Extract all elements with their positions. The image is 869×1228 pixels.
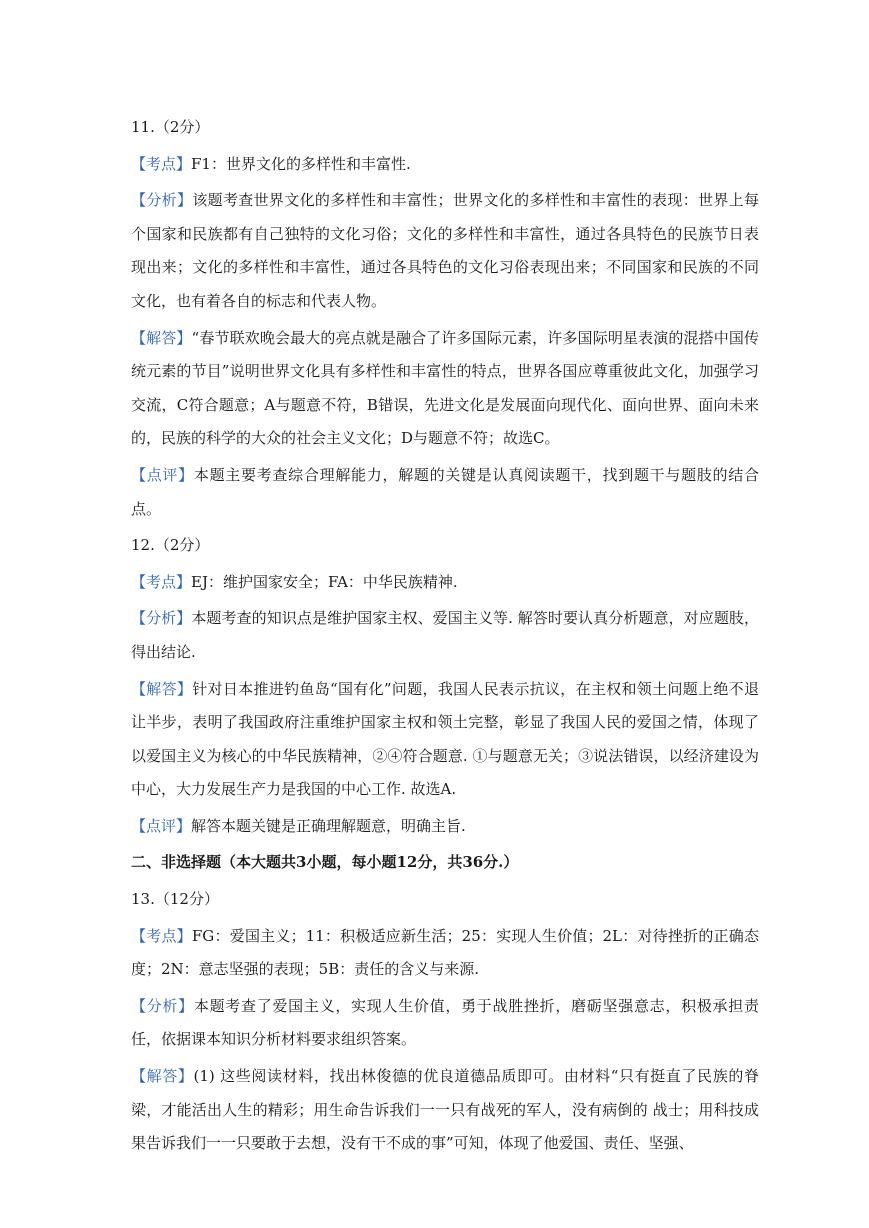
jieda-tag: 【解答】 [131,328,192,347]
q11-kaodian [131,148,759,182]
jieda-text: “春节联欢晚会最大的亮点就是融合了许多国际元素，许多国际明星表演的混搭中国传统元素的节目”说明世界文化具有多样性和丰富性的特点，世界各国应尊重彼此文化，加强学习交流，C符合题意；A与题意不符，B错误，先进文化是发展面向现代化、面向世界、面向未来的，民族的科学的大众的社会主义文化；D与题意不符；故选C。 [131,328,759,448]
q12-kaodian [131,566,759,600]
jieda-tag: 【解答】 [131,679,193,698]
kaodian-tag: 【考点】 [131,154,192,173]
jieda-tag: 【解答】 [131,1067,194,1086]
kaodian-text: EJ：维护国家安全；FA：中华民族精神. [191,572,458,591]
fenxi-text: 本题考查了爱国主义，实现人生价值，勇于战胜挫折，磨砺坚强意志，积极承担责任，依据课本知识分析材料要求组织答案。 [131,996,759,1049]
q12-fenxi [131,602,759,669]
q13-jieda [131,1060,759,1161]
kaodian-text: FG：爱国主义；11：积极适应新生活；25：实现人生价值；2L：对待挫折的正确态度；2N：意志坚强的表现；5B：责任的含义与来源. [131,926,759,979]
q11-dianping [131,459,759,526]
kaodian-text: F1：世界文化的多样性和丰富性. [191,154,411,173]
question-13-number: 13.（12分） [131,890,219,909]
fenxi-text: 本题考查的知识点是维护国家主权、爱国主义等. 解答时要认真分析题意，对应题肢，得出结论. [131,609,759,661]
fenxi-tag: 【分析】 [131,996,194,1015]
q12-jieda [131,673,759,807]
dianping-text: 解答本题关键是正确理解题意，明确主旨. [191,816,466,835]
q11-jieda [131,322,759,456]
question-12-number: 12.（2分） [131,536,210,555]
dianping-tag: 【点评】 [131,816,192,835]
q12-dianping [131,810,759,844]
question-11-number: 11.（2分） [131,118,210,136]
section-heading: 二、非选择题（本大题共3小题，每小题12分，共36分.） [131,853,519,872]
q11-fenxi [131,184,759,318]
q13-kaodian [131,920,759,987]
jieda-text: (1) 这些阅读材料，找出林俊德的优良道德品质即可。由材料“只有挺直了民族的脊梁，才能活出人生的精彩；用生命告诉我们一一只有战死的军人，没有病倒的 战士；用科技成果告诉我们一一只要敢于去想，没有干不成的事”可知，体现了他爱国、责任、坚强、 [131,1067,759,1153]
kaodian-tag: 【考点】 [131,572,192,591]
fenxi-text: 该题考查世界文化的多样性和丰富性；世界文化的多样性和丰富性的表现：世界上每个国家和民族都有自己独特的文化习俗；文化的多样性和丰富性，通过各具特色的民族节日表现出来；文化的多样性和丰富性，通过各具特色的文化习俗表现出来；不同国家和民族的不同文化，也有着各自的标志和代表人物。 [131,191,759,310]
fenxi-tag: 【分析】 [131,609,192,628]
fenxi-tag: 【分析】 [131,191,193,210]
jieda-text: 针对日本推进钓鱼岛“国有化”问题，我国人民表示抗议，在主权和领土问题上绝不退让半步，表明了我国政府注重维护国家主权和领土完整，彰显了我国人民的爱国之情，体现了以爱国主义为核心的中华民族精神，②④符合题意. ①与题意无关；③说法错误，以经济建设为中心，大力发展生产力是我国的中心工作. 故选A. [131,679,759,799]
kaodian-tag: 【考点】 [131,926,192,945]
dianping-tag: 【点评】 [131,465,194,484]
q13-fenxi [131,990,759,1057]
dianping-text: 本题主要考查综合理解能力，解题的关键是认真阅读题干，找到题干与题肢的结合点。 [131,465,759,518]
